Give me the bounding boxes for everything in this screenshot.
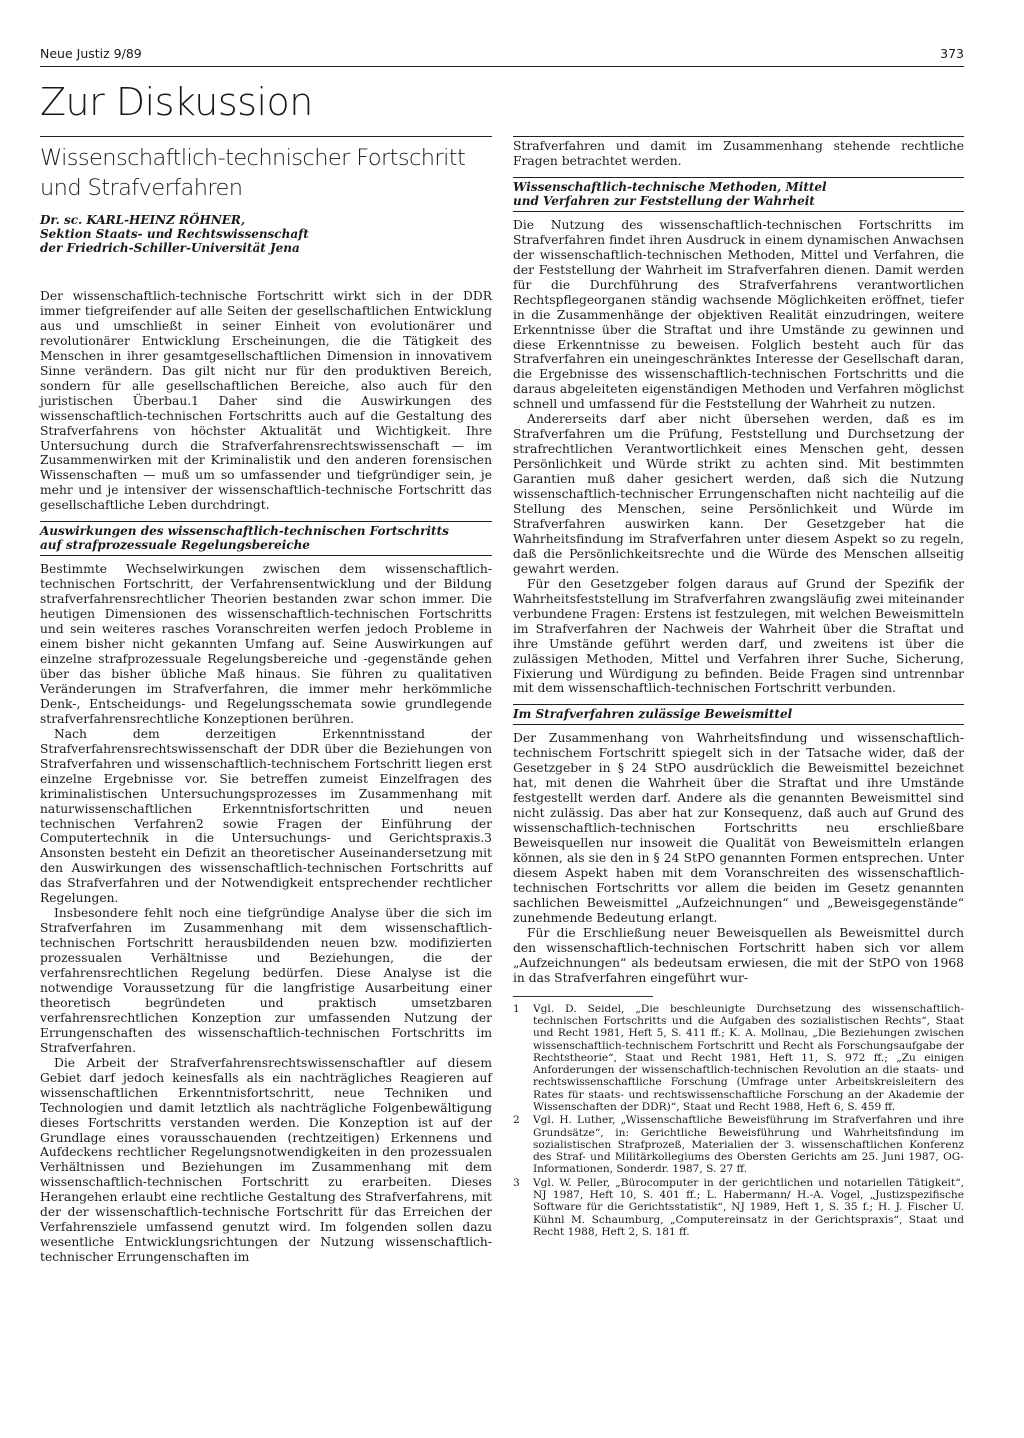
left-column [40, 136, 492, 1265]
subheading-line-1: Auswirkungen des wissenschaftlich-technischen Fortschritts [40, 524, 449, 539]
footnote-number: 1 [513, 1002, 520, 1015]
section3-paragraph-2: Für die Erschließung neuer Beweisquellen als Beweismittel durch den wissenschaftlich-technischen Fortschritt haben sich vor allem „Aufzeichnungen“ als bedeutsam erwiesen, die mit der StPO von 1968 in das Strafverfahren eingeführt wur- [513, 925, 964, 985]
footnote [513, 1003, 964, 1114]
running-header [40, 46, 964, 67]
subheading-line-2: auf strafprozessuale Regelungsbereiche [40, 538, 310, 553]
section2-paragraph-2: Andererseits darf aber nicht übersehen werden, daß es im Strafverfahren um die Prüfung, Feststellung und Durchsetzung der strafrechtlichen Verantwortlichkeit eines Menschen geht, dessen Persönlichkeit und Würde strikt zu achten sind. Mit bestimmten Garantien muß daher gesichert werden, daß sich die Nutzung wissenschaftlich-technischer Errungenschaften nicht nachteilig auf die Stellung des Menschen, seine Persönlichkeit und Würde im Strafverfahren auswirken kann. Der Gesetzgeber hat die Wahrheitsfindung im Strafverfahren unter diesem Aspekt so zu regeln, daß die Persönlichkeitsrechte und die Würde des Menschen allseitig gewahrt werden. [513, 412, 964, 576]
right-top-rule [513, 136, 964, 137]
footnote-separator [513, 996, 653, 997]
section2-paragraph-3: Für den Gesetzgeber folgen daraus auf Grund der Spezifik der Wahrheitsfeststellung im Strafverfahren zwangsläufig zwei miteinander verbundene Fragen: Erstens ist festzulegen, mit welchen Beweismitteln im Strafverfahren der Nachweis der Wahrheit über die Straftat und ihre Umstände geführt werden darf, und zweitens ist über die zulässigen Methoden, Mittel und Verfahren ihrer Suche, Sicherung, Fixierung und Würdigung zu befinden. Beide Fragen sind untrennbar mit dem wissenschaftlich-technischen Fortschritt verbunden. [513, 576, 964, 696]
section3-paragraph-1: Der Zusammenhang von Wahrheitsfindung und wissenschaftlich-technischem Fortschritt spiegelt sich in der Tatsache wider, daß der Gesetzgeber in § 24 StPO ausdrücklich die Beweismittel bezeichnet hat, mit denen die Wahrheit über die Straftat und ihre Umstände festgestellt werden darf. Andere als die genannten Beweismittel sind nicht zulässig. Das aber hat zur Konsequenz, daß auch auf Grund des wissenschaftlich-technischen Fortschritts neu erschließbare Beweisquellen nur insoweit die Qualität von Beweismitteln erlangen können, als sie den in § 24 StPO genannten Formen entsprechen. Unter diesem Aspekt haben mit dem Voranschreiten des wissenschaftlich-technischen Fortschritts vor allem die beiden im Gesetz genannten sachlichen Beweismittel „Aufzeichnungen“ und „Beweisgegenstände“ zunehmende Bedeutung erlangt. [513, 731, 964, 925]
section1-paragraph-3: Insbesondere fehlt noch eine tiefgründige Analyse über die sich im Strafverfahren im Zusammenhang mit dem wissenschaftlich-technischen Fortschritt herausbildenden neuen bzw. modifizierten prozessualen Verhältnisse und Beziehungen, die der verfahrensrechtlichen Regelung bedürfen. Diese Analyse ist die notwendige Voraussetzung für die langfristige Ausarbeitung einer theoretisch begründeten und praktisch umsetzbaren verfahrensrechtlichen Konzeption zur umfassenden Nutzung der Errungenschaften des wissenschaftlich-technischen Fortschritts im Strafverfahren. [40, 906, 492, 1055]
subheading-line-2: und Verfahren zur Feststellung der Wahrheit [513, 193, 815, 208]
footnote-number: 3 [513, 1176, 520, 1189]
footnote-text: Vgl. D. Seidel, „Die beschleunigte Durchsetzung des wissenschaftlich-technischen Fortschritts und die Aufgaben des sozialistischen Rechts“, Staat und Recht 1981, Heft 5, S. 411 ff.; K. A. Mollnau, „Die Beziehungen zwischen wissenschaftlich-technischem Fortschritt und Recht als Forschungsaufgabe der Rechtstheorie“, Staat und Recht 1981, Heft 11, S. 972 ff.; „Zu einigen Anforderungen der wissenschaftlich-technischen Revolution an die staats- und rechtswissenschaftliche Forschung (Umfrage unter Arbeitskreisleitern des Rates für staats- und rechtswissenschaftliche Forschung an der Akademie der Wissenschaften der DDR)“, Staat und Recht 1988, Heft 6, S. 459 ff. [533, 1002, 964, 1113]
subheading-line-1: Wissenschaftlich-technische Methoden, Mittel [513, 179, 827, 194]
subheading-line: Im Strafverfahren zulässige Beweismittel [513, 707, 793, 722]
author-block [40, 213, 492, 255]
section1-paragraph-2: Nach dem derzeitigen Erkenntnisstand der Strafverfahrensrechtswissenschaft der DDR über die Beziehungen von Strafverfahren und wissenschaftlich-technischem Fortschritt liegen erst einzelne Ergebnisse vor. Sie betreffen zumeist Einzelfragen des kriminalistischen Untersuchungsprozesses im Zusammenhang mit naturwissenschaftlichen Erkenntnisfortschritten und neuen technischen Verfahren2 sowie Fragen der Einführung der Computertechnik in die Untersuchungs- und Gerichtspraxis.3 Ansonsten besteht ein Defizit an theoretischer Auseinandersetzung mit den Auswirkungen des wissenschaftlich-technischen Fortschritts auf das Strafverfahren und der Notwendigkeit entsprechender rechtlicher Regelungen. [40, 726, 492, 906]
section2-paragraph-1: Die Nutzung des wissenschaftlich-technischen Fortschritts im Strafverfahren findet ihren Ausdruck in einem dynamischen Anwachsen der wissenschaftlich-technischen Methoden, Mittel und Verfahren, die der Feststellung der Wahrheit im Strafverfahren dienen. Damit werden für die Durchführung des Strafverfahrens verantwortlichen Rechtspflegeorganen ständig wachsende Möglichkeiten eröffnet, tiefer in die Zusammenhänge der objektiven Realität einzudringen, weitere Erkenntnisse über die Straftat und ihre Umstände zu gewinnen und diese Erkenntnisse zu beweisen. Folglich besteht auch für das Strafverfahren ein uneingeschränktes Interesse der Gesellschaft daran, die Ergebnisse des wissenschaftlich-technischen Fortschritts und die daraus abgeleiteten eigenständigen Methoden und Verfahren möglichst schnell und umfassend für die Feststellung der Wahrheit zu nutzen. [513, 217, 964, 412]
subheading-beweismittel [513, 704, 964, 725]
footnote [513, 1114, 964, 1175]
footnote-text: Vgl. W. Peller, „Bürocomputer in der gerichtlichen und notariellen Tätigkeit“, NJ 1987, Heft 10, S. 401 ff.; L. Habermann/ H.-A. Vogel, „Justizspezifische Software für die Gerichtsstatistik“, NJ 1989, Heft 1, S. 35 f.; H. J. Fischer U. Kühnl M. Schaumburg, „Computereinsatz in der Gerichtspraxis“, Staat und Recht 1988, Heft 2, S. 181 ff. [533, 1176, 964, 1238]
author-affiliation-1: Sektion Staats- und Rechtswissenschaft [40, 227, 309, 241]
author-name: Dr. sc. KARL-HEINZ RÖHNER, [40, 213, 246, 227]
subheading-methoden [513, 177, 964, 212]
journal-issue: Neue Justiz 9/89 [40, 46, 142, 61]
section1-paragraph-4: Die Arbeit der Strafverfahrensrechtswissenschaftler auf diesem Gebiet darf jedoch keinesfalls als ein nachträgliches Reagieren auf wissenschaftlichen Erkenntnisfortschritt, neue Techniken und Technologien und damit letztlich als nachträgliche Folgenbewältigung dieses Fortschritts verstanden werden. Die Konzeption ist auf der Grundlage eines vorausschauenden (rechtzeitigen) Erkennens und Aufdeckens rechtlicher Regelungsnotwendigkeiten in den prozessualen Verhältnissen und Beziehungen im Zusammenhang mit dem wissenschaftlich-technischen Fortschritt zu erarbeiten. Dieses Herangehen erlaubt eine rechtliche Gestaltung des Strafverfahrens, mit der der wissenschaftlich-technische Fortschritt für das Erreichen der Verfahrensziele umfassend genutzt wird. Im folgenden sollen dazu wesentliche Entwicklungsrichtungen der Nutzung wissenschaftlich-technischer Errungenschaften im [40, 1055, 492, 1265]
title-rule [40, 136, 492, 137]
footnote-number: 2 [513, 1114, 520, 1127]
footnotes [513, 1003, 964, 1239]
article-title: Wissenschaftlich-technischer Fortschritt und Strafverfahren [40, 145, 466, 201]
footnote-text: Vgl. H. Luther, „Wissenschaftliche Beweisführung im Strafverfahren und ihre Grundsätze“, in: Gerichtliche Beweisführung und Wahrheitsfindung im sozialistischen Strafprozeß, Materialien der 3. wissenschaftlichen Konferenz des Straf- und Militärkollegiums des Obersten Gerichts am 25. Juni 1987, OG-Informationen, Sonderdr. 1987, S. 27 ff. [533, 1114, 964, 1176]
footnote [513, 1177, 964, 1238]
section-title: Zur Diskussion [40, 80, 313, 124]
subheading-auswirkungen [40, 521, 492, 556]
continuation-paragraph: Strafverfahren und damit im Zusammenhang stehende rechtliche Fragen betrachtet werden. [513, 139, 964, 168]
section1-paragraph-1: Bestimmte Wechselwirkungen zwischen dem wissenschaftlich-technischen Fortschritt, der Verfahrensentwicklung und der Bildung strafverfahrensrechtlicher Theorien bestanden zwar schon immer. Die heutigen Dimensionen des wissenschaftlich-technischen Fortschritts und sein weiteres rasches Voranschreiten werfen jedoch Probleme in einem bisher nicht gekannten Umfang auf. Seine Auswirkungen auf einzelne strafprozessuale Regelungsbereiche und -gegenstände gehen über das bisher übliche Maß hinaus. Sie führen zu qualitativen Veränderungen im Strafverfahren, die immer mehr herkömmliche Denk-, Entscheidungs- und Regelungsschemata sowie grundlegende strafverfahrensrechtliche Konzeptionen berühren. [40, 562, 492, 726]
page-number: 373 [940, 46, 964, 61]
author-affiliation-2: der Friedrich-Schiller-Universität Jena [40, 241, 300, 255]
intro-paragraph: Der wissenschaftlich-technische Fortschritt wirkt sich in der DDR immer tiefgreifender auf alle Seiten der gesellschaftlichen Entwicklung aus und umschließt in seiner Einheit von evolutionärer und revolutionärer Entwicklung Erscheinungen, die die Tätigkeit des Menschen in ihrer gesamtgesellschaftlichen Dimension in innovativem Sinne verändern. Das gilt nicht nur für den produktiven Bereich, sondern für alle gesellschaftlichen Bereiche, also auch für den juristischen Überbau.1 Daher sind die Auswirkungen des wissenschaftlich-technischen Fortschritts auch auf die Gestaltung des Strafverfahrens von höchster Aktualität und Wichtigkeit. Ihre Untersuchung durch die Strafverfahrensrechtswissenschaft — im Zusammenwirken mit der Kriminalistik und den anderen forensischen Wissenschaften — muß um so umfassender und tiefgründiger sein, je mehr und je intensiver der wissenschaftlich-technische Fortschritt das gesellschaftliche Leben durchdringt. [40, 289, 492, 513]
right-column [513, 136, 964, 1239]
